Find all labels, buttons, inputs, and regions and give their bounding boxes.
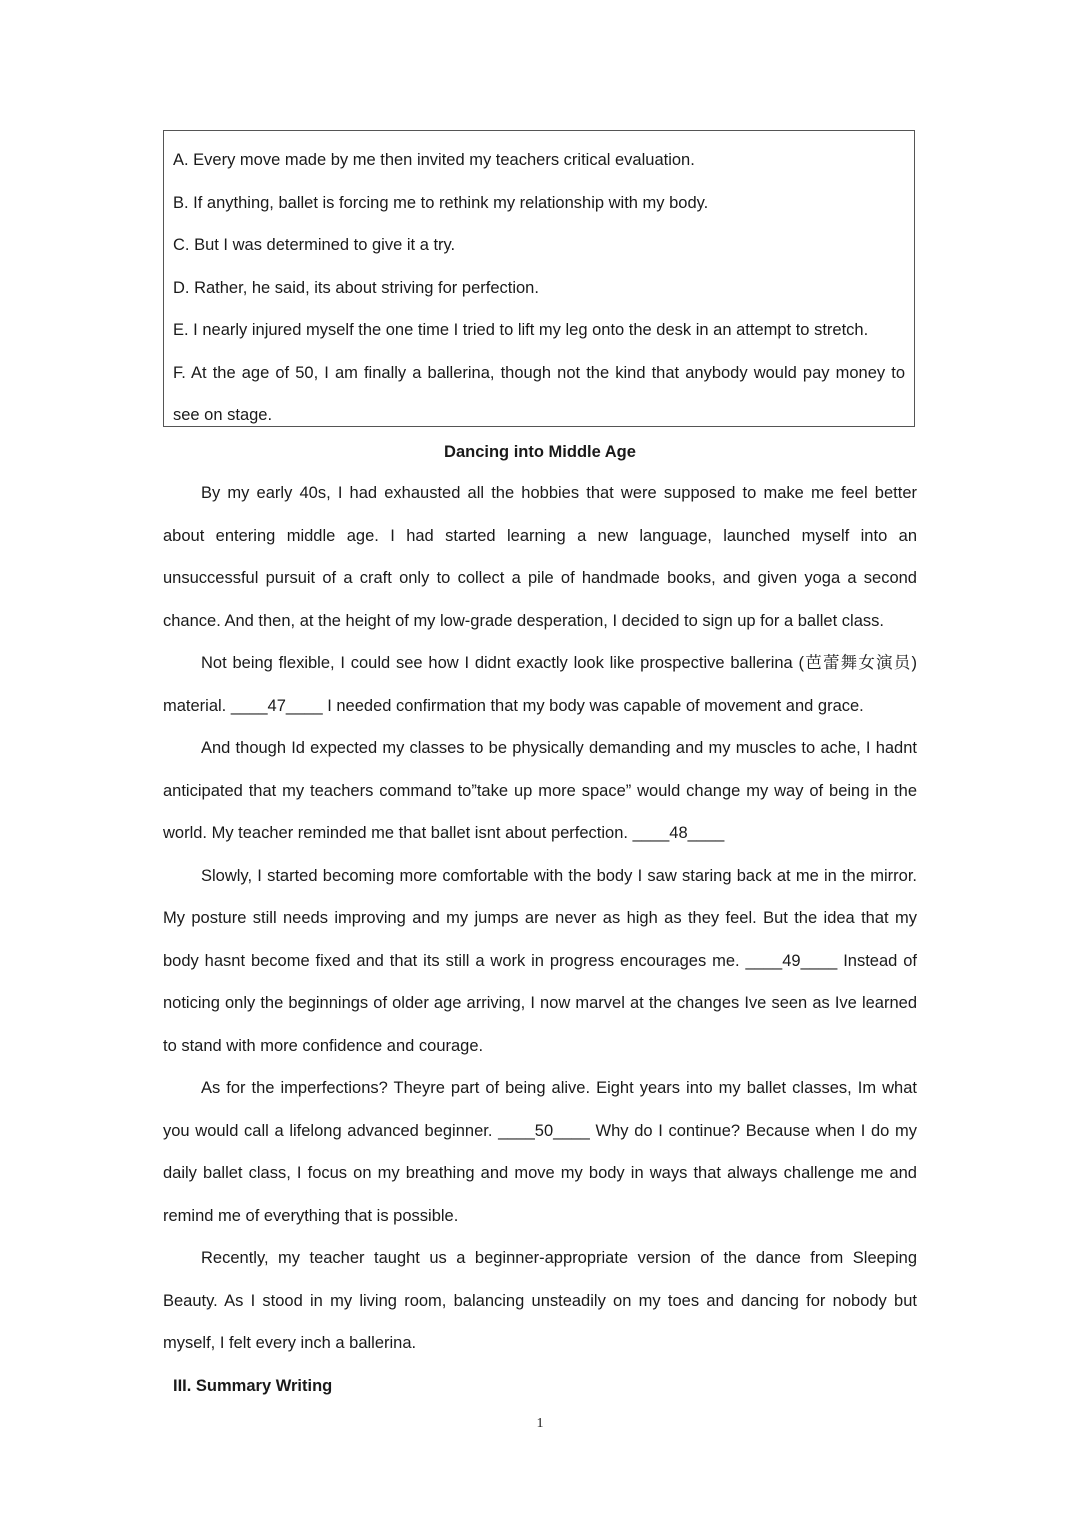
- page-number: 1: [536, 1416, 544, 1431]
- paragraph: Not being flexible, I could see how I didnt exactly look like prospective ballerina (芭蕾舞女演员) material. ____47____ I needed confirmation that my body was capable of movement and grace.: [163, 654, 917, 715]
- paragraph: By my early 40s, I had exhausted all the hobbies that were supposed to make me feel better about entering middle age. I had started learning a new language, launched myself into an unsuccessful pursuit of a craft only to collect a pile of handmade books, and given yoga a second chance. And then, at the height of my low-grade desperation, I decided to sign up for a ballet class.: [163, 484, 917, 630]
- option-d: D. Rather, he said, its about striving for perfection.: [173, 278, 539, 297]
- paragraph: And though Id expected my classes to be physically demanding and my muscles to ache, I hadnt anticipated that my teachers command to”take up more space” would change my way of being in the world. My teacher reminded me that ballet isnt about perfection. ____48____: [163, 739, 917, 842]
- paragraph: Recently, my teacher taught us a beginner-appropriate version of the dance from Sleeping Beauty. As I stood in my living room, balancing unsteadily on my toes and dancing for nobody but myself, I felt every inch a ballerina.: [163, 1249, 917, 1352]
- options-box: [163, 130, 915, 427]
- option-e: E. I nearly injured myself the one time I tried to lift my leg onto the desk in an attempt to stretch.: [173, 321, 869, 339]
- paragraph: As for the imperfections? Theyre part of being alive. Eight years into my ballet classes, Im what you would call a lifelong advanced beginner. ____50____ Why do I continue? Because when I do my daily ballet class, I focus on my breathing and move my body in ways that always challenge me and remind me of everything that is possible.: [163, 1079, 917, 1225]
- option-c: C. But I was determined to give it a try.: [173, 236, 456, 254]
- article-title: Dancing into Middle Age: [444, 443, 636, 461]
- option-a: A. Every move made by me then invited my teachers critical evaluation.: [173, 151, 695, 169]
- section-heading: III. Summary Writing: [173, 1377, 333, 1395]
- paragraph: Slowly, I started becoming more comfortable with the body I saw staring back at me in the mirror. My posture still needs improving and my jumps are never as high as they feel. But the idea that my body hasnt become fixed and that its still a work in progress encourages me. ____49____ Instead of noticing only the beginnings of older age arriving, I now marvel at the changes Ive seen as Ive learned to stand with more confidence and courage.: [163, 866, 917, 1055]
- option-f: F. At the age of 50, I am finally a ballerina, though not the kind that anybody would pay money to see on stage.: [173, 363, 905, 424]
- article-body: [163, 472, 917, 1365]
- option-b: B. If anything, ballet is forcing me to rethink my relationship with my body.: [173, 193, 709, 212]
